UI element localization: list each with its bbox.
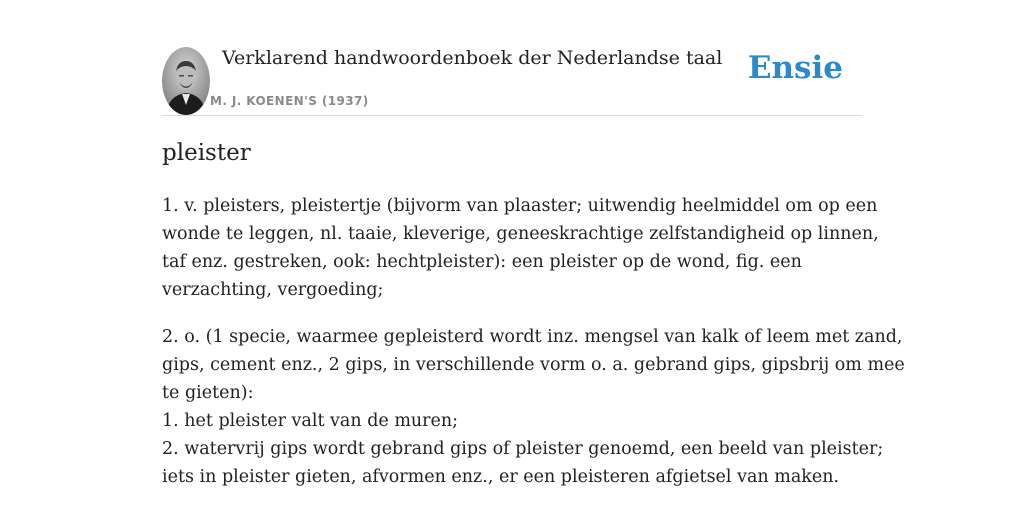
definition-1 xyxy=(162,192,879,304)
definition-line: taf enz. gestreken, ook: hechtpleister): een pleister op de wond, fig. een xyxy=(162,252,802,272)
definition-2 xyxy=(162,323,905,491)
definition-line: 2. o. (1 specie, waarmee gepleisterd wordt inz. mengsel van kalk of leem met zand, xyxy=(162,327,903,347)
dictionary-title: Verklarend handwoordenboek der Nederlandse taal xyxy=(222,47,723,69)
definition-line: verzachting, vergoeding; xyxy=(162,280,384,300)
dictionary-header xyxy=(162,44,862,116)
author-portrait-icon xyxy=(162,47,210,115)
definition-line: wonde te leggen, nl. taaie, kleverige, geneeskrachtige zelfstandigheid op linnen, xyxy=(162,224,879,244)
definition-line: 1. het pleister valt van de muren; xyxy=(162,411,459,431)
definition-line: 1. v. pleisters, pleistertje (bijvorm van plaaster; uitwendig heelmiddel om op een xyxy=(162,196,878,216)
definition-line: iets in pleister gieten, afvormen enz., er een pleisteren afgietsel van maken. xyxy=(162,467,840,487)
ensie-logo-link[interactable]: Ensie xyxy=(747,50,843,86)
definition-line: gips, cement enz., 2 gips, in verschillende vorm o. a. gebrand gips, gipsbrij om mee xyxy=(162,355,905,375)
definition-line: 2. watervrij gips wordt gebrand gips of pleister genoemd, een beeld van pleister; xyxy=(162,439,884,459)
dictionary-author: M. J. KOENEN'S (1937) xyxy=(210,94,369,108)
entry-headword: pleister xyxy=(162,140,251,166)
definition-line: te gieten): xyxy=(162,383,254,403)
